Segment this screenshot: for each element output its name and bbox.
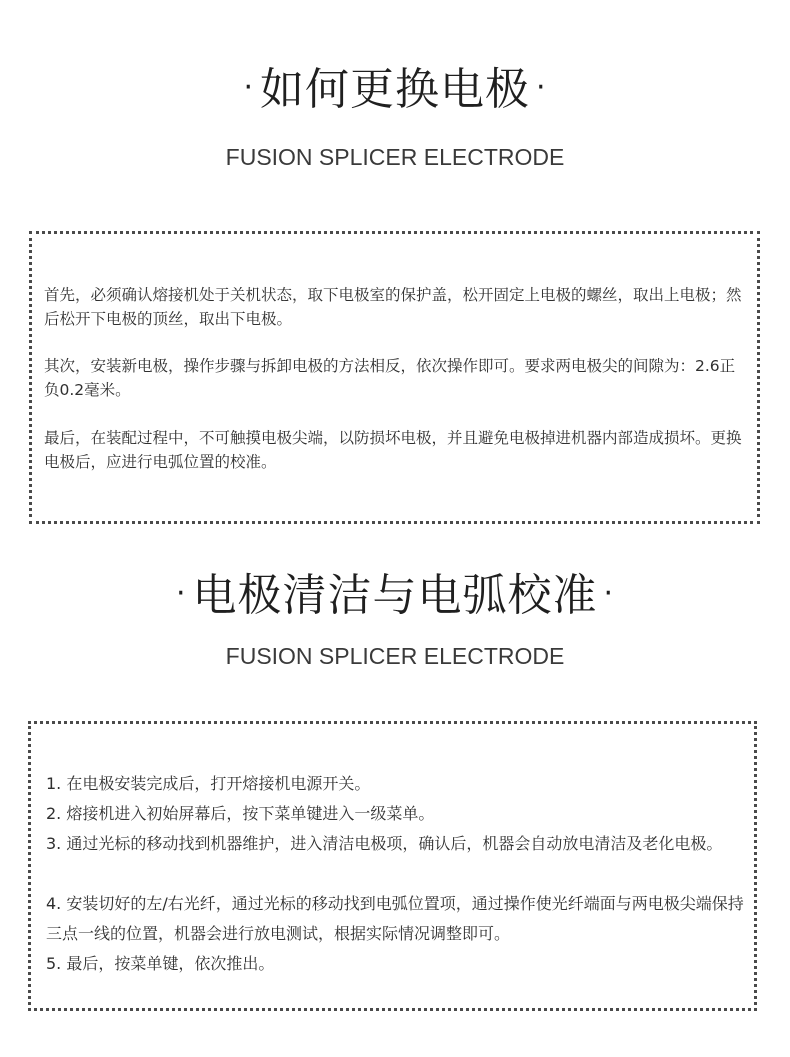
section-subtitle: FUSION SPLICER ELECTRODE [225,643,565,669]
title-dot-right: · [603,576,615,611]
step-5: 5. 最后，按菜单键，依次推出。 [46,954,275,973]
section-title-text: 电极清洁与电弧校准 [192,570,598,621]
section-title-electrode-replace [0,64,790,118]
title-dot-right: · [536,70,547,105]
section-title-text: 如何更换电极 [260,64,530,115]
paragraph-first: 首先，必须确认熔接机处于关机状态，取下电极室的保护盖，松开固定上电极的螺丝，取出上电极；然后松开下电极的顶丝，取出下电极。 [44,286,742,328]
section-subtitle: FUSION SPLICER ELECTRODE [225,144,565,170]
step-3: 3. 通过光标的移动找到机器维护，进入清洁电极项，确认后，机器会自动放电清洁及老化电极。 [46,834,723,853]
paragraph-second: 其次，安装新电极，操作步骤与拆卸电极的方法相反，依次操作即可。要求两电极尖的间隙为：2.6正负0.2毫米。 [44,357,736,399]
step-1: 1. 在电极安装完成后，打开熔接机电源开关。 [46,774,371,793]
title-dot-left: · [243,70,254,105]
paragraph-third: 最后，在装配过程中，不可触摸电极尖端，以防损坏电极，并且避免电极掉进机器内部造成损坏。更换电极后，应进行电弧位置的校准。 [44,429,742,471]
section-title-clean-calibrate [0,570,790,624]
title-dot-left: · [175,576,187,611]
step-2: 2. 熔接机进入初始屏幕后，按下菜单键进入一级菜单。 [46,804,435,823]
step-4: 4. 安装切好的左/右光纤，通过光标的移动找到电弧位置项，通过操作使光纤端面与两电极尖端保持三点一线的位置，机器会进行放电测试，根据实际情况调整即可。 [46,894,744,943]
